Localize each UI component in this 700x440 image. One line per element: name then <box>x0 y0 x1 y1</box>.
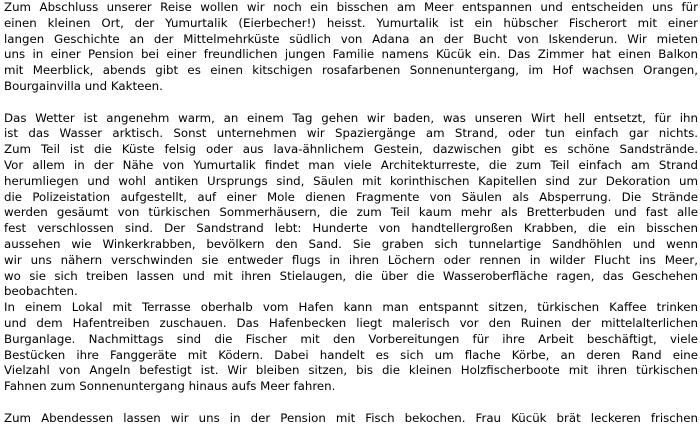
text-line: einen kleinen Ort, der Yumurtalik (Eierbecher!) heisst. Yumurtalik ist ein hübscher Fischerort mit einer <box>4 15 698 30</box>
paragraph-harbour <box>4 300 698 395</box>
text-line: In einem Lokal mit Terrasse oberhalb vom Hafen kann man entspannt sitzen, türkischen Kaffee trinken <box>4 300 698 315</box>
text-line: Zum Teil ist die Küste felsig oder aus lava-ähnlichem Gestein, dazwischen gibt es schöne Sandstrände. <box>4 142 698 157</box>
text-line: beobachten. <box>4 284 78 299</box>
text-line: wo sie sich treiben lassen und mit ihren Stielaugen, die über die Wasseroberfläche ragen, das Geschehen <box>4 268 698 283</box>
text-line: Burganlage. Nachmittags sind die Fischer mit den Vorbereitungen für ihre Arbeit beschäftigt, viele <box>4 331 698 346</box>
text-line: Zum Abschluss unserer Reise wollen wir noch ein bisschen am Meer entspannen und entscheiden uns für <box>4 0 698 14</box>
text-line: Bestücken ihre Fanggeräte mit Ködern. Dabei handelt es sich um flache Körbe, an deren Rand eine <box>4 347 698 362</box>
text-line: uns in einer Pension bei einer freundlichen jungen Familie namens Kücük ein. Das Zimmer hat einen Balkon <box>4 47 698 62</box>
paragraph-spacer <box>4 95 698 111</box>
paragraph-spacer <box>4 395 698 411</box>
paragraph-arrival <box>4 0 698 95</box>
text-line: die Polizeistation aufgestellt, auf einer Mole dienen Fragmente von Säulen als Absperrung. Die Strände <box>4 189 698 204</box>
text-line: und dem Hafentreiben zuschauen. Das Hafenbecken liegt malerisch vor den Ruinen der mittelalterlichen <box>4 315 698 330</box>
text-line: wir uns nähern verschwinden sie entweder flugs in ihren Löchern oder rennen in wilder Flucht ins Meer, <box>4 252 698 267</box>
document-body <box>4 0 698 427</box>
paragraph-dinner <box>4 411 698 427</box>
text-line: fest verschlossen sind. Der Sandstrand lebt: Hunderte von handtellergroßen Krabben, die ein bisschen <box>4 221 698 236</box>
text-line: Zum Abendessen lassen wir uns in der Pension mit Fisch bekochen. Frau Kücük brät leckeren frischen <box>4 410 698 425</box>
text-line: Bourgainvilla und Kakteen. <box>4 78 163 93</box>
text-line: mit Meerblick, abends gibt es einen kitschigen rosafarbenen Sonnenuntergang, im Hof wachsen Orangen, <box>4 63 698 78</box>
text-line: herumliegen und wohl antiken Ursprungs sind, Säulen mit korinthischen Kapitellen sind zur Dekoration um <box>4 173 698 188</box>
text-line: ist das Wasser arktisch. Sonst unternehmen wir Spaziergänge am Strand, oder tun einfach gar nichts. <box>4 126 698 141</box>
text-line: Vielzahl von Angeln befestigt ist. Wir bleiben sitzen, bis die kleinen Holzfischerboote mit ihren türkischen <box>4 363 698 378</box>
text-line: Fahnen zum Sonnenuntergang hinaus aufs Meer fahren. <box>4 379 336 394</box>
text-line: aussehen wie Winkerkrabben, bevölkern den Sand. Sie graben sich tunnelartige Sandhöhlen und wenn <box>4 236 698 251</box>
text-line: langen Geschichte an der Mittelmehrküste südlich von Adana an der Bucht von Iskenderun. Wir mieten <box>4 31 698 46</box>
paragraph-weather-beach <box>4 111 698 301</box>
text-line: Das Wetter ist angenehm warm, an einem Tag gehen wir baden, was unseren Wirt hell entsetzt, für ihn <box>4 110 698 125</box>
text-line: werden gesäumt von türkischen Sommerhäusern, die zum Teil kaum mehr als Bretterbuden und fast alle <box>4 205 698 220</box>
text-line: Vor allem in der Nähe von Yumurtalik findet man viele Architekturreste, die zum Teil einfach am Strand <box>4 157 698 172</box>
